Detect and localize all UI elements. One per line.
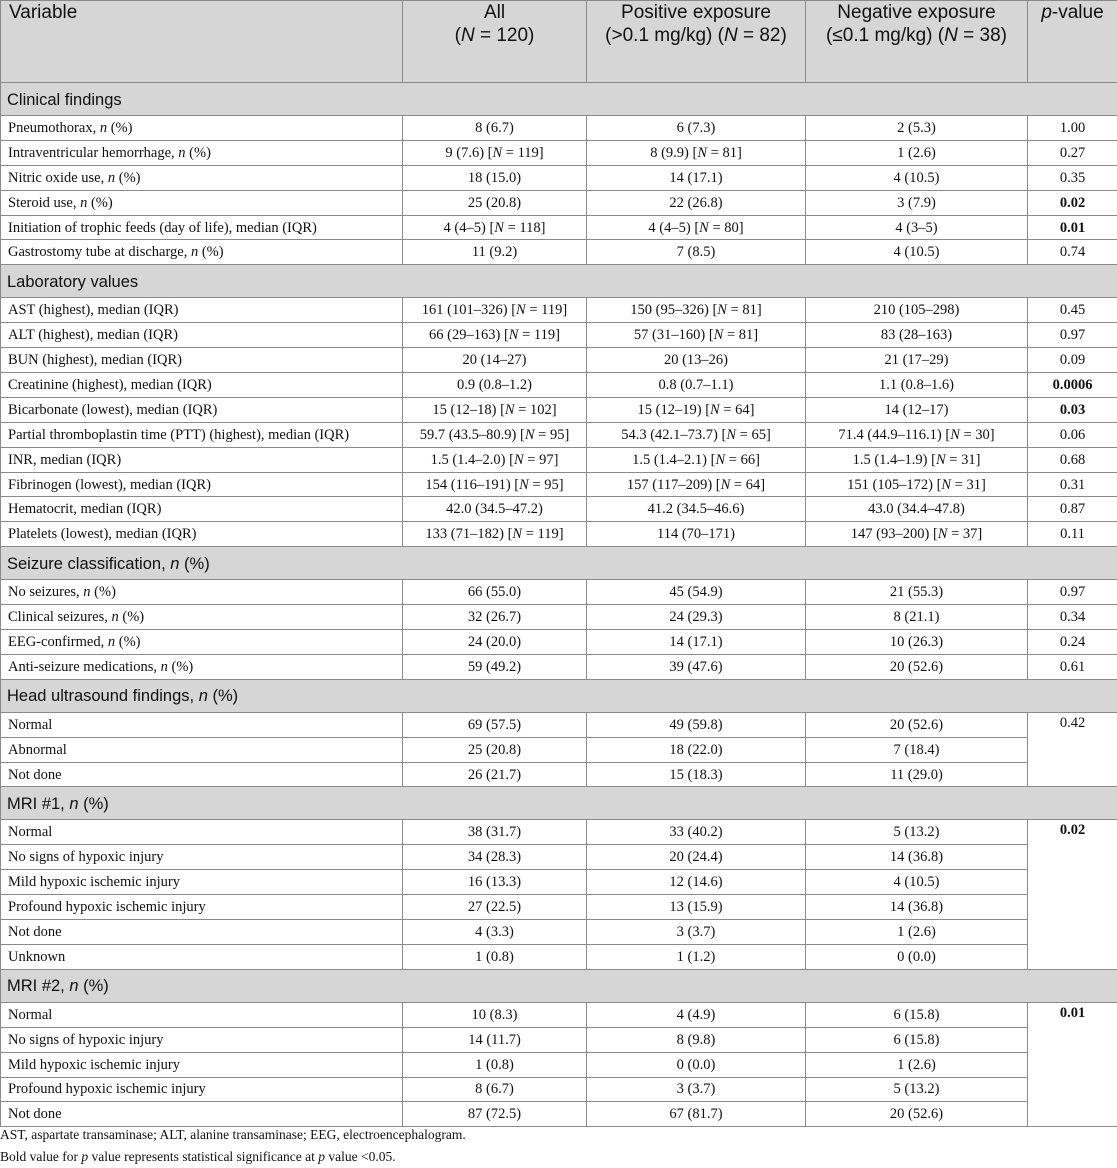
header-p-value: p-value	[1028, 1, 1117, 83]
cell-p-value: 0.11	[1028, 522, 1117, 547]
cell-negative: 0 (0.0)	[806, 944, 1028, 969]
row-label: Steroid use, n (%)	[1, 190, 403, 215]
table-row	[1, 762, 1117, 787]
cell-p-value: 0.09	[1028, 348, 1117, 373]
row-label: Mild hypoxic ischemic injury	[1, 1052, 403, 1077]
section-header-row	[1, 787, 1117, 820]
cell-all: 18 (15.0)	[403, 165, 587, 190]
section-header-row	[1, 547, 1117, 580]
footnote-significance: Bold value for p value represents statistical significance at p value <0.05.	[0, 1149, 396, 1164]
table-row	[1, 845, 1117, 870]
cell-positive: 14 (17.1)	[587, 165, 806, 190]
cell-negative: 1.5 (1.4–1.9) [N = 31]	[806, 447, 1028, 472]
row-label: Nitric oxide use, n (%)	[1, 165, 403, 190]
cell-positive: 1 (1.2)	[587, 944, 806, 969]
section-header-row	[1, 679, 1117, 712]
cell-positive: 67 (81.7)	[587, 1102, 806, 1127]
cell-p-value: 0.31	[1028, 472, 1117, 497]
cell-p-value: 0.45	[1028, 298, 1117, 323]
cell-p-value-merged: 0.42	[1028, 712, 1117, 787]
cell-all: 11 (9.2)	[403, 240, 587, 265]
table-row	[1, 373, 1117, 398]
cell-positive: 8 (9.8)	[587, 1027, 806, 1052]
row-label: No signs of hypoxic injury	[1, 1027, 403, 1052]
section-title: MRI #2, n (%)	[1, 969, 1117, 1002]
cell-all: 10 (8.3)	[403, 1002, 587, 1027]
cell-negative: 1.1 (0.8–1.6)	[806, 373, 1028, 398]
cell-all: 24 (20.0)	[403, 630, 587, 655]
cell-p-value-merged: 0.01	[1028, 1002, 1117, 1126]
cell-positive: 15 (18.3)	[587, 762, 806, 787]
cell-all: 15 (12–18) [N = 102]	[403, 397, 587, 422]
cell-positive: 33 (40.2)	[587, 820, 806, 845]
cell-negative: 8 (21.1)	[806, 605, 1028, 630]
table-row	[1, 712, 1117, 737]
row-label: Profound hypoxic ischemic injury	[1, 895, 403, 920]
cell-positive: 54.3 (42.1–73.7) [N = 65]	[587, 422, 806, 447]
cell-positive: 6 (7.3)	[587, 116, 806, 141]
cell-negative: 4 (10.5)	[806, 870, 1028, 895]
cell-negative: 11 (29.0)	[806, 762, 1028, 787]
cell-positive: 24 (29.3)	[587, 605, 806, 630]
cell-p-value: 0.27	[1028, 140, 1117, 165]
cell-negative: 71.4 (44.9–116.1) [N = 30]	[806, 422, 1028, 447]
cell-p-value: 0.24	[1028, 630, 1117, 655]
row-label: EEG-confirmed, n (%)	[1, 630, 403, 655]
cell-negative: 5 (13.2)	[806, 820, 1028, 845]
cell-positive: 22 (26.8)	[587, 190, 806, 215]
header-row	[1, 1, 1117, 83]
cell-all: 4 (4–5) [N = 118]	[403, 215, 587, 240]
cell-all: 66 (55.0)	[403, 580, 587, 605]
cell-positive: 15 (12–19) [N = 64]	[587, 397, 806, 422]
cell-all: 34 (28.3)	[403, 845, 587, 870]
cell-positive: 12 (14.6)	[587, 870, 806, 895]
cell-negative: 83 (28–163)	[806, 323, 1028, 348]
table-row	[1, 348, 1117, 373]
table-row	[1, 1077, 1117, 1102]
cell-all: 38 (31.7)	[403, 820, 587, 845]
cell-positive: 8 (9.9) [N = 81]	[587, 140, 806, 165]
table-row	[1, 1027, 1117, 1052]
cell-all: 1 (0.8)	[403, 1052, 587, 1077]
table-row	[1, 820, 1117, 845]
row-label: AST (highest), median (IQR)	[1, 298, 403, 323]
row-label: Hematocrit, median (IQR)	[1, 497, 403, 522]
row-label: Initiation of trophic feeds (day of life), median (IQR)	[1, 215, 403, 240]
cell-positive: 150 (95–326) [N = 81]	[587, 298, 806, 323]
cell-positive: 49 (59.8)	[587, 712, 806, 737]
cell-positive: 4 (4–5) [N = 80]	[587, 215, 806, 240]
table-row	[1, 240, 1117, 265]
cell-all: 154 (116–191) [N = 95]	[403, 472, 587, 497]
cell-all: 32 (26.7)	[403, 605, 587, 630]
cell-all: 161 (101–326) [N = 119]	[403, 298, 587, 323]
cell-all: 59.7 (43.5–80.9) [N = 95]	[403, 422, 587, 447]
cell-p-value: 0.01	[1028, 215, 1117, 240]
cell-positive: 114 (70–171)	[587, 522, 806, 547]
cell-p-value: 0.97	[1028, 323, 1117, 348]
section-header-row	[1, 969, 1117, 1002]
row-label: Partial thromboplastin time (PTT) (highest), median (IQR)	[1, 422, 403, 447]
cell-positive: 41.2 (34.5–46.6)	[587, 497, 806, 522]
cell-negative: 210 (105–298)	[806, 298, 1028, 323]
table-row	[1, 895, 1117, 920]
row-label: No signs of hypoxic injury	[1, 845, 403, 870]
cell-negative: 43.0 (34.4–47.8)	[806, 497, 1028, 522]
cell-negative: 7 (18.4)	[806, 737, 1028, 762]
cell-p-value: 0.06	[1028, 422, 1117, 447]
cell-all: 26 (21.7)	[403, 762, 587, 787]
table-row	[1, 605, 1117, 630]
cell-all: 133 (71–182) [N = 119]	[403, 522, 587, 547]
cell-positive: 20 (13–26)	[587, 348, 806, 373]
table-row	[1, 215, 1117, 240]
cell-negative: 5 (13.2)	[806, 1077, 1028, 1102]
row-label: Intraventricular hemorrhage, n (%)	[1, 140, 403, 165]
table-row	[1, 472, 1117, 497]
table-row	[1, 1052, 1117, 1077]
cell-p-value: 0.97	[1028, 580, 1117, 605]
cell-negative: 20 (52.6)	[806, 712, 1028, 737]
cell-negative: 6 (15.8)	[806, 1027, 1028, 1052]
cell-all: 25 (20.8)	[403, 737, 587, 762]
row-label: Normal	[1, 712, 403, 737]
cell-all: 66 (29–163) [N = 119]	[403, 323, 587, 348]
table-row	[1, 630, 1117, 655]
table-row	[1, 140, 1117, 165]
row-label: Profound hypoxic ischemic injury	[1, 1077, 403, 1102]
table-row	[1, 323, 1117, 348]
cell-positive: 39 (47.6)	[587, 654, 806, 679]
table-row	[1, 737, 1117, 762]
cell-p-value: 0.87	[1028, 497, 1117, 522]
table-row	[1, 522, 1117, 547]
row-label: Normal	[1, 820, 403, 845]
cell-negative: 10 (26.3)	[806, 630, 1028, 655]
cell-p-value: 0.03	[1028, 397, 1117, 422]
cell-negative: 20 (52.6)	[806, 1102, 1028, 1127]
cell-negative: 6 (15.8)	[806, 1002, 1028, 1027]
row-label: Bicarbonate (lowest), median (IQR)	[1, 397, 403, 422]
table-row	[1, 1102, 1117, 1127]
cell-positive: 157 (117–209) [N = 64]	[587, 472, 806, 497]
table-body	[1, 83, 1117, 1127]
section-title: Seizure classification, n (%)	[1, 547, 1117, 580]
table-row	[1, 422, 1117, 447]
cell-positive: 0.8 (0.7–1.1)	[587, 373, 806, 398]
cell-all: 20 (14–27)	[403, 348, 587, 373]
cell-negative: 14 (12–17)	[806, 397, 1028, 422]
cell-negative: 147 (93–200) [N = 37]	[806, 522, 1028, 547]
row-label: Fibrinogen (lowest), median (IQR)	[1, 472, 403, 497]
cell-p-value: 1.00	[1028, 116, 1117, 141]
cell-all: 0.9 (0.8–1.2)	[403, 373, 587, 398]
cell-p-value: 0.61	[1028, 654, 1117, 679]
row-label: BUN (highest), median (IQR)	[1, 348, 403, 373]
cell-all: 27 (22.5)	[403, 895, 587, 920]
cell-negative: 1 (2.6)	[806, 920, 1028, 945]
table-row	[1, 298, 1117, 323]
cell-positive: 57 (31–160) [N = 81]	[587, 323, 806, 348]
table-row	[1, 870, 1117, 895]
table-row	[1, 165, 1117, 190]
cell-negative: 4 (10.5)	[806, 165, 1028, 190]
section-header-row	[1, 265, 1117, 298]
row-label: Pneumothorax, n (%)	[1, 116, 403, 141]
header-all: All (N = 120)	[403, 1, 587, 83]
cell-negative: 14 (36.8)	[806, 845, 1028, 870]
cell-p-value: 0.35	[1028, 165, 1117, 190]
cell-negative: 151 (105–172) [N = 31]	[806, 472, 1028, 497]
table-row	[1, 580, 1117, 605]
table-row	[1, 654, 1117, 679]
row-label: Mild hypoxic ischemic injury	[1, 870, 403, 895]
cell-all: 8 (6.7)	[403, 1077, 587, 1102]
table-row	[1, 944, 1117, 969]
cell-negative: 1 (2.6)	[806, 140, 1028, 165]
cell-positive: 3 (3.7)	[587, 1077, 806, 1102]
row-label: Not done	[1, 1102, 403, 1127]
header-variable: Variable	[1, 1, 403, 83]
row-label: Abnormal	[1, 737, 403, 762]
cell-negative: 20 (52.6)	[806, 654, 1028, 679]
cell-all: 4 (3.3)	[403, 920, 587, 945]
cell-positive: 0 (0.0)	[587, 1052, 806, 1077]
row-label: Clinical seizures, n (%)	[1, 605, 403, 630]
table-row	[1, 190, 1117, 215]
cell-negative: 2 (5.3)	[806, 116, 1028, 141]
header-positive-exposure: Positive exposure (>0.1 mg/kg) (N = 82)	[587, 1, 806, 83]
cell-all: 1.5 (1.4–2.0) [N = 97]	[403, 447, 587, 472]
table-row	[1, 920, 1117, 945]
section-title: MRI #1, n (%)	[1, 787, 1117, 820]
cell-positive: 1.5 (1.4–2.1) [N = 66]	[587, 447, 806, 472]
header-negative-exposure: Negative exposure (≤0.1 mg/kg) (N = 38)	[806, 1, 1028, 83]
row-label: Unknown	[1, 944, 403, 969]
table-row	[1, 116, 1117, 141]
cell-positive: 20 (24.4)	[587, 845, 806, 870]
cell-p-value: 0.02	[1028, 190, 1117, 215]
cell-positive: 18 (22.0)	[587, 737, 806, 762]
cell-positive: 7 (8.5)	[587, 240, 806, 265]
cell-positive: 45 (54.9)	[587, 580, 806, 605]
cell-all: 9 (7.6) [N = 119]	[403, 140, 587, 165]
cell-negative: 14 (36.8)	[806, 895, 1028, 920]
row-label: Platelets (lowest), median (IQR)	[1, 522, 403, 547]
cell-all: 59 (49.2)	[403, 654, 587, 679]
cell-p-value-merged: 0.02	[1028, 820, 1117, 969]
row-label: Not done	[1, 920, 403, 945]
cell-positive: 13 (15.9)	[587, 895, 806, 920]
cell-negative: 4 (3–5)	[806, 215, 1028, 240]
cell-p-value: 0.0006	[1028, 373, 1117, 398]
row-label: Creatinine (highest), median (IQR)	[1, 373, 403, 398]
cell-p-value: 0.74	[1028, 240, 1117, 265]
table-row	[1, 1002, 1117, 1027]
cell-negative: 3 (7.9)	[806, 190, 1028, 215]
cell-all: 14 (11.7)	[403, 1027, 587, 1052]
table-row	[1, 447, 1117, 472]
section-title: Head ultrasound findings, n (%)	[1, 679, 1117, 712]
section-header-row	[1, 83, 1117, 116]
cell-all: 69 (57.5)	[403, 712, 587, 737]
cell-positive: 3 (3.7)	[587, 920, 806, 945]
row-label: No seizures, n (%)	[1, 580, 403, 605]
cell-positive: 4 (4.9)	[587, 1002, 806, 1027]
cell-negative: 21 (55.3)	[806, 580, 1028, 605]
cell-positive: 14 (17.1)	[587, 630, 806, 655]
cell-p-value: 0.68	[1028, 447, 1117, 472]
cell-p-value: 0.34	[1028, 605, 1117, 630]
cell-all: 8 (6.7)	[403, 116, 587, 141]
row-label: Not done	[1, 762, 403, 787]
row-label: INR, median (IQR)	[1, 447, 403, 472]
row-label: Normal	[1, 1002, 403, 1027]
cell-all: 25 (20.8)	[403, 190, 587, 215]
section-title: Clinical findings	[1, 83, 1117, 116]
row-label: ALT (highest), median (IQR)	[1, 323, 403, 348]
cell-all: 87 (72.5)	[403, 1102, 587, 1127]
cell-all: 16 (13.3)	[403, 870, 587, 895]
cell-all: 1 (0.8)	[403, 944, 587, 969]
footnote-abbreviations: AST, aspartate transaminase; ALT, alanine transaminase; EEG, electroencephalogram.	[0, 1127, 466, 1142]
row-label: Anti-seizure medications, n (%)	[1, 654, 403, 679]
cell-negative: 1 (2.6)	[806, 1052, 1028, 1077]
row-label: Gastrostomy tube at discharge, n (%)	[1, 240, 403, 265]
cell-all: 42.0 (34.5–47.2)	[403, 497, 587, 522]
cell-negative: 4 (10.5)	[806, 240, 1028, 265]
cell-negative: 21 (17–29)	[806, 348, 1028, 373]
table-row	[1, 397, 1117, 422]
section-title: Laboratory values	[1, 265, 1117, 298]
table-row	[1, 497, 1117, 522]
